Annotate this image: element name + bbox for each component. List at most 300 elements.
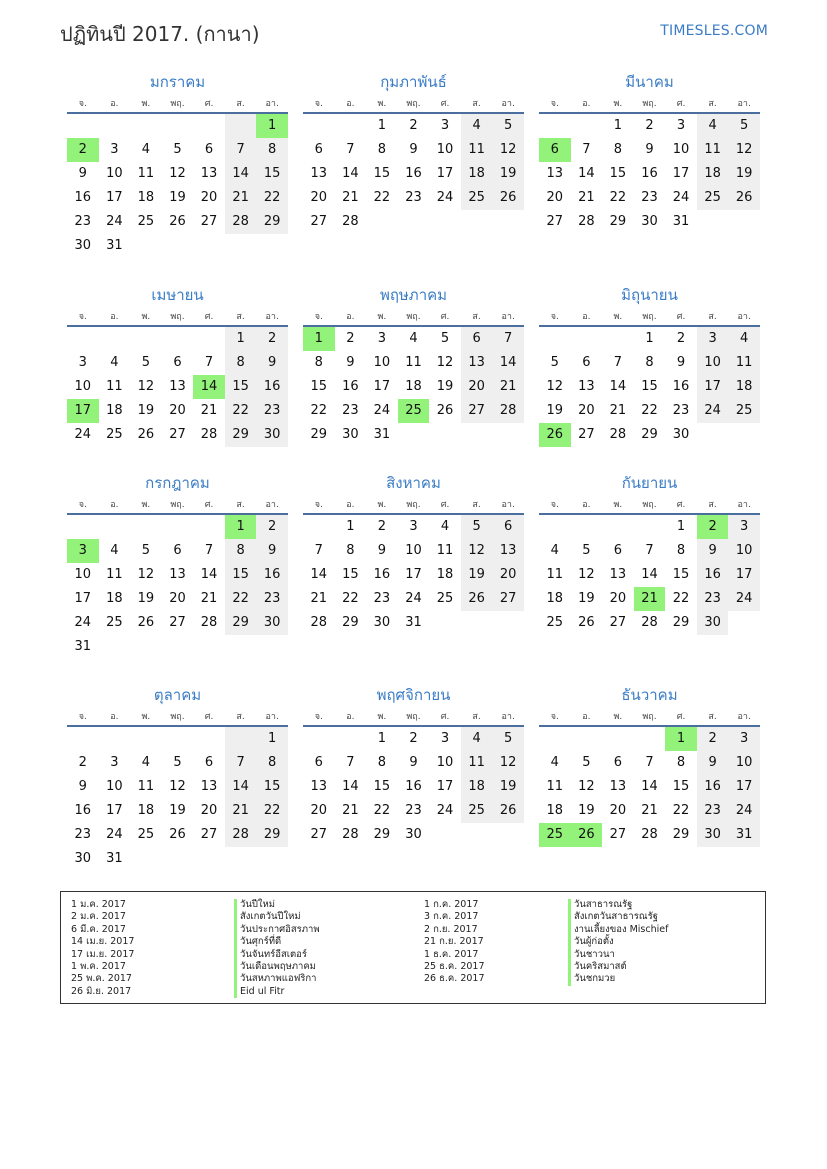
day-cell: 21 bbox=[578, 190, 595, 205]
day-cell: 3 bbox=[110, 142, 119, 157]
weekday-label: จ. bbox=[314, 99, 323, 109]
holiday-day-cell: 26 bbox=[571, 823, 603, 847]
day-cell: 20 bbox=[609, 591, 627, 606]
empty-cell bbox=[130, 327, 162, 351]
weekday-header bbox=[539, 309, 760, 323]
day-cell: 23 bbox=[672, 403, 690, 418]
weekday-label: พฤ. bbox=[406, 500, 421, 510]
weekday-label: พ. bbox=[377, 500, 387, 510]
day-cell: 25 bbox=[461, 186, 493, 210]
month-calendar bbox=[303, 685, 524, 847]
day-cell: 24 bbox=[436, 803, 454, 818]
empty-cell bbox=[130, 515, 162, 539]
empty-cell bbox=[162, 327, 194, 351]
weekday-header bbox=[303, 709, 524, 723]
day-cell: 8 bbox=[645, 355, 654, 370]
day-cell: 17 bbox=[405, 567, 422, 582]
day-cell: 12 bbox=[546, 379, 564, 394]
day-cell: 5 bbox=[141, 543, 151, 558]
weekday-label: ศ. bbox=[676, 312, 686, 322]
day-cell: 23 bbox=[405, 190, 422, 205]
day-cell: 24 bbox=[728, 799, 760, 823]
holiday-day-cell: 1 bbox=[665, 727, 697, 751]
day-cell: 2 bbox=[409, 118, 418, 133]
day-cell: 20 bbox=[169, 591, 186, 606]
day-grid bbox=[539, 327, 760, 447]
weekday-header bbox=[539, 709, 760, 723]
day-cell: 17 bbox=[106, 803, 123, 818]
weekday-label: พฤ. bbox=[642, 500, 657, 510]
day-cell: 2 bbox=[645, 118, 654, 133]
day-cell: 11 bbox=[546, 567, 564, 582]
day-cell: 12 bbox=[169, 779, 186, 794]
day-grid bbox=[67, 327, 288, 447]
day-cell: 20 bbox=[461, 375, 493, 399]
day-cell: 30 bbox=[697, 823, 729, 847]
empty-cell bbox=[303, 727, 335, 751]
weekday-label: พฤ. bbox=[642, 312, 657, 322]
empty-cell bbox=[162, 727, 194, 751]
day-cell: 3 bbox=[78, 355, 87, 370]
empty-cell bbox=[67, 327, 99, 351]
day-cell: 28 bbox=[342, 214, 359, 229]
day-grid bbox=[67, 515, 288, 659]
day-cell: 21 bbox=[310, 591, 328, 606]
holiday-name: วันประกาศอิสรภาพ bbox=[234, 924, 320, 936]
weekday-label: ส. bbox=[708, 500, 717, 510]
weekday-label: พ. bbox=[141, 712, 151, 722]
day-cell: 27 bbox=[200, 214, 218, 229]
day-cell: 13 bbox=[200, 779, 218, 794]
weekday-label: พฤ. bbox=[170, 500, 185, 510]
day-cell: 9 bbox=[697, 539, 729, 563]
holiday-name: วันเดือนพฤษภาคม bbox=[234, 961, 320, 973]
day-cell: 28 bbox=[310, 615, 328, 630]
day-cell: 13 bbox=[200, 166, 218, 181]
weekday-label: อา. bbox=[737, 99, 751, 109]
holiday-date: 2 ก.ย. 2017 bbox=[424, 923, 478, 935]
holiday-date: 25 พ.ค. 2017 bbox=[71, 973, 132, 985]
day-cell: 19 bbox=[169, 803, 186, 818]
day-cell: 24 bbox=[405, 591, 422, 606]
day-cell: 29 bbox=[672, 827, 690, 842]
day-cell: 7 bbox=[645, 543, 654, 558]
day-cell: 25 bbox=[546, 615, 564, 630]
holiday-day-cell: 25 bbox=[398, 399, 430, 423]
holiday-dates-col-2 bbox=[424, 899, 485, 986]
day-cell: 9 bbox=[409, 142, 418, 157]
month-name: ธันวาคม bbox=[621, 686, 678, 704]
day-cell: 15 bbox=[310, 379, 328, 394]
weekday-label: ส. bbox=[708, 312, 717, 322]
weekday-label: พ. bbox=[377, 712, 387, 722]
day-cell: 27 bbox=[310, 214, 328, 229]
weekday-label: ศ. bbox=[204, 712, 214, 722]
month-name: ตุลาคม bbox=[153, 686, 202, 704]
weekday-label: พ. bbox=[613, 500, 623, 510]
holiday-date: 2 ม.ค. 2017 bbox=[71, 911, 126, 923]
weekday-label: ส. bbox=[236, 712, 245, 722]
day-cell: 12 bbox=[578, 567, 595, 582]
day-cell: 14 bbox=[225, 162, 257, 186]
day-cell: 17 bbox=[728, 563, 760, 587]
day-cell: 23 bbox=[405, 803, 422, 818]
day-cell: 22 bbox=[641, 403, 658, 418]
day-cell: 7 bbox=[225, 138, 257, 162]
day-cell: 1 bbox=[346, 519, 355, 534]
weekday-label: อ. bbox=[582, 99, 591, 109]
day-grid bbox=[303, 515, 524, 635]
empty-cell bbox=[99, 515, 131, 539]
day-cell: 15 bbox=[641, 379, 658, 394]
day-cell: 10 bbox=[436, 755, 454, 770]
day-cell: 16 bbox=[342, 379, 359, 394]
day-cell: 27 bbox=[310, 827, 328, 842]
day-cell: 4 bbox=[728, 327, 760, 351]
day-cell: 10 bbox=[373, 355, 391, 370]
holiday-name: วันชาวนา bbox=[568, 949, 668, 961]
day-cell: 25 bbox=[697, 186, 729, 210]
day-cell: 7 bbox=[613, 355, 623, 370]
day-grid bbox=[539, 114, 760, 234]
weekday-label: ศ. bbox=[676, 99, 686, 109]
day-cell: 7 bbox=[582, 142, 591, 157]
day-cell: 26 bbox=[137, 427, 155, 442]
day-cell: 3 bbox=[697, 327, 729, 351]
weekday-label: พฤ. bbox=[642, 99, 657, 109]
day-cell: 25 bbox=[106, 427, 123, 442]
day-cell: 29 bbox=[310, 427, 328, 442]
day-cell: 2 bbox=[256, 515, 288, 539]
day-cell: 29 bbox=[609, 214, 627, 229]
day-cell: 10 bbox=[728, 751, 760, 775]
weekday-label: อ. bbox=[110, 500, 119, 510]
day-cell: 14 bbox=[492, 351, 524, 375]
weekday-label: อ. bbox=[582, 712, 591, 722]
holiday-day-cell: 3 bbox=[67, 539, 99, 563]
empty-cell bbox=[539, 515, 571, 539]
month-calendar bbox=[539, 473, 760, 635]
day-cell: 15 bbox=[256, 162, 288, 186]
day-cell: 31 bbox=[405, 615, 422, 630]
day-cell: 14 bbox=[310, 567, 328, 582]
empty-cell bbox=[67, 515, 99, 539]
weekday-label: ศ. bbox=[440, 312, 450, 322]
day-cell: 26 bbox=[492, 186, 524, 210]
day-cell: 13 bbox=[578, 379, 595, 394]
day-cell: 6 bbox=[461, 327, 493, 351]
weekday-label: อ. bbox=[110, 712, 119, 722]
weekday-label: จ. bbox=[78, 312, 87, 322]
day-cell: 19 bbox=[461, 563, 493, 587]
day-cell: 31 bbox=[74, 639, 92, 654]
day-cell: 13 bbox=[609, 567, 627, 582]
day-cell: 9 bbox=[676, 355, 686, 370]
day-cell: 27 bbox=[461, 399, 493, 423]
weekday-label: อ. bbox=[582, 312, 591, 322]
day-cell: 25 bbox=[106, 615, 123, 630]
month-name: กรกฎาคม bbox=[145, 474, 210, 492]
holiday-day-cell: 6 bbox=[539, 138, 571, 162]
day-cell: 16 bbox=[641, 166, 658, 181]
day-cell: 29 bbox=[256, 823, 288, 847]
day-cell: 11 bbox=[137, 166, 155, 181]
day-cell: 12 bbox=[137, 567, 155, 582]
day-cell: 25 bbox=[436, 591, 454, 606]
holiday-date: 21 ก.ย. 2017 bbox=[424, 936, 484, 948]
day-cell: 18 bbox=[436, 567, 454, 582]
weekday-label: ศ. bbox=[204, 500, 214, 510]
day-cell: 4 bbox=[550, 543, 559, 558]
day-cell: 28 bbox=[200, 615, 218, 630]
day-cell: 12 bbox=[169, 166, 186, 181]
empty-cell bbox=[571, 515, 603, 539]
day-grid bbox=[539, 727, 760, 847]
empty-cell bbox=[193, 114, 225, 138]
day-cell: 7 bbox=[492, 327, 524, 351]
empty-cell bbox=[539, 114, 571, 138]
day-cell: 10 bbox=[74, 567, 92, 582]
weekday-label: พ. bbox=[377, 312, 387, 322]
weekday-label: ส. bbox=[236, 500, 245, 510]
day-cell: 19 bbox=[546, 403, 564, 418]
weekday-label: ส. bbox=[472, 500, 481, 510]
day-cell: 31 bbox=[106, 851, 123, 866]
day-cell: 2 bbox=[256, 327, 288, 351]
day-cell: 22 bbox=[225, 587, 257, 611]
day-cell: 11 bbox=[137, 779, 155, 794]
day-cell: 7 bbox=[314, 543, 323, 558]
page-title: ปฏิทินปี 2017. (กานา) bbox=[60, 22, 260, 46]
day-cell: 9 bbox=[256, 539, 288, 563]
empty-cell bbox=[130, 727, 162, 751]
day-cell: 29 bbox=[256, 210, 288, 234]
day-cell: 10 bbox=[106, 779, 123, 794]
holiday-date: 1 ม.ค. 2017 bbox=[71, 899, 126, 910]
day-cell: 29 bbox=[342, 615, 359, 630]
empty-cell bbox=[303, 114, 335, 138]
weekday-label: อา. bbox=[501, 712, 515, 722]
brand-logo-link[interactable]: TIMESLES.COM bbox=[660, 23, 768, 39]
day-cell: 17 bbox=[373, 379, 391, 394]
empty-cell bbox=[602, 515, 634, 539]
day-cell: 13 bbox=[169, 379, 186, 394]
holiday-date: 25 ธ.ค. 2017 bbox=[424, 960, 485, 972]
day-cell: 18 bbox=[405, 379, 422, 394]
day-cell: 9 bbox=[256, 351, 288, 375]
weekday-header bbox=[67, 96, 288, 110]
day-cell: 8 bbox=[346, 543, 355, 558]
day-cell: 11 bbox=[461, 138, 493, 162]
day-cell: 8 bbox=[377, 142, 387, 157]
holiday-list bbox=[60, 891, 766, 1004]
empty-cell bbox=[67, 114, 99, 138]
day-cell: 16 bbox=[256, 563, 288, 587]
day-cell: 28 bbox=[225, 210, 257, 234]
weekday-header bbox=[303, 497, 524, 511]
day-cell: 2 bbox=[697, 727, 729, 751]
empty-cell bbox=[193, 515, 225, 539]
day-cell: 28 bbox=[342, 827, 359, 842]
day-cell: 4 bbox=[110, 543, 119, 558]
day-cell: 20 bbox=[310, 803, 328, 818]
day-cell: 16 bbox=[74, 190, 92, 205]
day-cell: 27 bbox=[578, 427, 595, 442]
day-cell: 5 bbox=[582, 543, 591, 558]
day-cell: 24 bbox=[106, 214, 123, 229]
day-cell: 24 bbox=[697, 399, 729, 423]
day-cell: 6 bbox=[492, 515, 524, 539]
day-cell: 11 bbox=[106, 567, 123, 582]
day-cell: 24 bbox=[74, 615, 92, 630]
weekday-label: พฤ. bbox=[406, 712, 421, 722]
day-cell: 24 bbox=[106, 827, 123, 842]
month-calendar bbox=[303, 473, 524, 635]
weekday-label: พ. bbox=[613, 312, 623, 322]
holiday-name: สังเกตวันสาธารณรัฐ bbox=[568, 911, 668, 923]
weekday-label: ส. bbox=[708, 712, 717, 722]
day-cell: 17 bbox=[436, 166, 454, 181]
day-cell: 29 bbox=[373, 827, 391, 842]
day-cell: 5 bbox=[728, 114, 760, 138]
day-cell: 2 bbox=[377, 519, 387, 534]
day-cell: 28 bbox=[578, 214, 595, 229]
day-cell: 2 bbox=[676, 331, 686, 346]
day-cell: 19 bbox=[436, 379, 454, 394]
day-cell: 22 bbox=[310, 403, 328, 418]
empty-cell bbox=[634, 727, 666, 751]
day-cell: 29 bbox=[641, 427, 658, 442]
day-cell: 19 bbox=[492, 775, 524, 799]
day-cell: 1 bbox=[377, 731, 387, 746]
day-cell: 6 bbox=[173, 355, 182, 370]
day-cell: 22 bbox=[609, 190, 627, 205]
day-cell: 11 bbox=[728, 351, 760, 375]
day-cell: 18 bbox=[697, 162, 729, 186]
day-cell: 8 bbox=[314, 355, 323, 370]
day-cell: 7 bbox=[346, 142, 355, 157]
day-cell: 7 bbox=[346, 755, 355, 770]
month-name: พฤศจิกายน bbox=[376, 686, 451, 704]
day-cell: 6 bbox=[173, 543, 182, 558]
day-cell: 24 bbox=[373, 403, 391, 418]
day-cell: 9 bbox=[645, 142, 654, 157]
month-name: มีนาคม bbox=[625, 73, 674, 91]
holiday-names-col-2 bbox=[568, 899, 668, 986]
day-cell: 26 bbox=[728, 186, 760, 210]
holiday-name: งานเลี้ยงของ Mischief bbox=[568, 924, 668, 936]
day-cell: 27 bbox=[200, 827, 218, 842]
day-cell: 30 bbox=[256, 423, 288, 447]
day-grid bbox=[303, 727, 524, 847]
month-calendar bbox=[539, 72, 760, 234]
day-cell: 30 bbox=[697, 611, 729, 635]
day-cell: 12 bbox=[492, 138, 524, 162]
month-calendar bbox=[539, 685, 760, 847]
empty-cell bbox=[225, 727, 257, 751]
day-cell: 26 bbox=[169, 827, 186, 842]
weekday-label: ศ. bbox=[204, 99, 214, 109]
month-name: พฤษภาคม bbox=[379, 286, 448, 304]
day-cell: 14 bbox=[342, 166, 359, 181]
day-cell: 22 bbox=[225, 399, 257, 423]
holiday-day-cell: 1 bbox=[256, 114, 288, 138]
day-cell: 21 bbox=[342, 803, 359, 818]
holiday-day-cell: 25 bbox=[539, 823, 571, 847]
day-cell: 4 bbox=[461, 114, 493, 138]
day-cell: 26 bbox=[578, 615, 595, 630]
day-cell: 3 bbox=[110, 755, 119, 770]
day-cell: 4 bbox=[550, 755, 559, 770]
weekday-label: จ. bbox=[314, 500, 323, 510]
empty-cell bbox=[571, 327, 603, 351]
weekday-label: พฤ. bbox=[406, 312, 421, 322]
day-cell: 13 bbox=[310, 779, 328, 794]
weekday-label: จ. bbox=[314, 312, 323, 322]
day-cell: 5 bbox=[550, 355, 559, 370]
day-cell: 24 bbox=[74, 427, 92, 442]
day-cell: 16 bbox=[74, 803, 92, 818]
day-cell: 5 bbox=[492, 727, 524, 751]
day-grid bbox=[67, 727, 288, 871]
day-cell: 27 bbox=[609, 827, 627, 842]
day-cell: 10 bbox=[697, 351, 729, 375]
weekday-header bbox=[539, 96, 760, 110]
day-cell: 19 bbox=[492, 162, 524, 186]
holiday-date: 26 ธ.ค. 2017 bbox=[424, 973, 485, 985]
month-calendar bbox=[303, 285, 524, 447]
day-cell: 27 bbox=[546, 214, 564, 229]
day-cell: 4 bbox=[409, 331, 418, 346]
day-cell: 12 bbox=[137, 379, 155, 394]
day-cell: 8 bbox=[225, 351, 257, 375]
weekday-header bbox=[67, 709, 288, 723]
day-cell: 25 bbox=[728, 399, 760, 423]
day-cell: 31 bbox=[728, 823, 760, 847]
day-cell: 27 bbox=[609, 615, 627, 630]
day-cell: 19 bbox=[137, 403, 155, 418]
empty-cell bbox=[99, 114, 131, 138]
weekday-label: พ. bbox=[141, 312, 151, 322]
day-cell: 11 bbox=[546, 779, 564, 794]
day-cell: 20 bbox=[578, 403, 595, 418]
day-cell: 19 bbox=[578, 591, 595, 606]
empty-cell bbox=[67, 727, 99, 751]
weekday-label: อา. bbox=[265, 312, 279, 322]
month-name: กันยายน bbox=[621, 474, 678, 492]
weekday-label: อา. bbox=[737, 712, 751, 722]
day-cell: 30 bbox=[373, 615, 391, 630]
day-cell: 9 bbox=[697, 751, 729, 775]
day-cell: 26 bbox=[137, 615, 155, 630]
day-cell: 15 bbox=[672, 779, 690, 794]
day-cell: 18 bbox=[106, 591, 123, 606]
weekday-label: จ. bbox=[78, 712, 87, 722]
empty-cell bbox=[539, 727, 571, 751]
holiday-day-cell: 17 bbox=[67, 399, 99, 423]
holiday-day-cell: 26 bbox=[539, 423, 571, 447]
day-cell: 11 bbox=[697, 138, 729, 162]
day-cell: 3 bbox=[728, 727, 760, 751]
weekday-label: พ. bbox=[141, 99, 151, 109]
day-cell: 19 bbox=[578, 803, 595, 818]
day-cell: 1 bbox=[225, 327, 257, 351]
day-cell: 30 bbox=[74, 851, 92, 866]
holiday-name: วันศุกร์ที่ดี bbox=[234, 936, 320, 948]
day-cell: 1 bbox=[676, 519, 686, 534]
day-cell: 21 bbox=[492, 375, 524, 399]
day-cell: 18 bbox=[546, 803, 564, 818]
